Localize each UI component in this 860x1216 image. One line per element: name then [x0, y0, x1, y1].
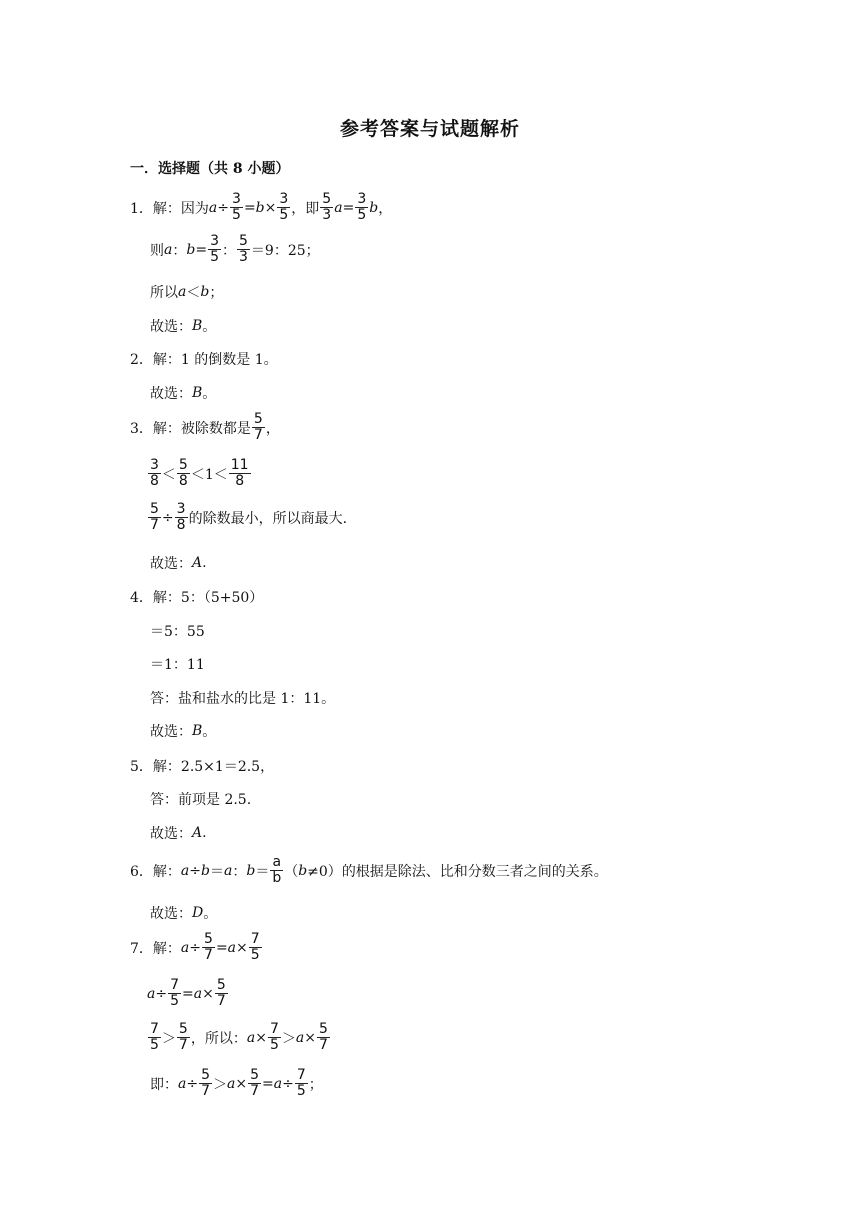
- denominator: 8: [176, 517, 186, 533]
- times-sign: ×: [236, 939, 248, 956]
- period: 。: [202, 386, 217, 402]
- numerator: 7: [250, 931, 260, 947]
- q6-answer: [150, 903, 217, 923]
- q4-line4: [150, 688, 335, 708]
- q4-step3: ＝1：11: [150, 657, 205, 673]
- fraction-3-5: [277, 192, 290, 223]
- fraction-3-5: [208, 234, 221, 265]
- var-a: a: [180, 862, 190, 879]
- period: .: [202, 555, 207, 571]
- numerator: 3: [150, 457, 159, 473]
- var-b: b: [298, 862, 308, 879]
- times-sign: ×: [235, 1075, 248, 1092]
- equals-sign: =: [262, 1075, 274, 1092]
- numerator: 7: [150, 1021, 159, 1037]
- answer-label: 故选：: [150, 556, 192, 572]
- q2-answer: [150, 383, 216, 403]
- q4-number: 4．: [130, 590, 153, 606]
- equals-sign: =: [182, 985, 194, 1002]
- numerator: 3: [210, 233, 219, 249]
- var-a: a: [227, 1075, 236, 1092]
- numerator: 5: [204, 931, 213, 947]
- semicolon: ；: [308, 1076, 323, 1093]
- var-b: b: [186, 241, 196, 258]
- divide-sign: ÷: [217, 199, 230, 216]
- section-heading: 一．选择题（共 8 小题）: [130, 161, 290, 177]
- equals-sign: =: [342, 199, 355, 216]
- q4-answer: [150, 721, 216, 741]
- q7-number: 7．: [130, 940, 153, 957]
- numerator: 7: [170, 977, 180, 993]
- q3-tail: 的除数最小，所以商最大.: [188, 510, 348, 527]
- numerator: 5: [201, 1067, 211, 1083]
- denominator: 3: [238, 249, 248, 265]
- q2-text: 解：1 的倒数是 1。: [152, 352, 278, 368]
- divide-sign: ÷: [189, 862, 202, 879]
- period: 。: [202, 319, 217, 335]
- answer-label: 故选：: [150, 724, 192, 740]
- numerator: 5: [322, 191, 332, 207]
- fraction-5-7: [215, 978, 228, 1009]
- q7-ji: 即：: [150, 1076, 178, 1093]
- q1-line1: [130, 192, 392, 223]
- q7-line2: [147, 978, 229, 1009]
- less-than-sign: ＜: [186, 285, 201, 301]
- numerator: 5: [216, 977, 226, 993]
- fraction-7-5: [168, 978, 181, 1009]
- var-a: a: [147, 985, 156, 1002]
- numerator: 5: [238, 233, 248, 249]
- q1-then: 则: [150, 242, 164, 259]
- times-sign: ×: [264, 199, 277, 216]
- q1-line2: [150, 234, 320, 265]
- q1-ratio-result: ＝9：25；: [250, 242, 320, 259]
- semicolon: ；: [209, 285, 224, 301]
- fraction-3-8: [175, 502, 188, 533]
- fraction-a-b: [270, 855, 283, 886]
- var-a: a: [193, 985, 203, 1002]
- fraction-3-5: [355, 192, 368, 223]
- denominator: 7: [150, 517, 159, 533]
- numerator: 5: [250, 1067, 260, 1083]
- denominator: 7: [250, 1083, 260, 1099]
- fraction-5-7: [199, 1068, 212, 1099]
- denominator: 5: [170, 993, 180, 1009]
- q7-line1: [130, 932, 263, 963]
- var-a: a: [178, 1075, 187, 1092]
- q3-line1: [130, 412, 280, 443]
- numerator: 5: [253, 411, 263, 427]
- var-a: a: [164, 241, 173, 258]
- numerator: 3: [232, 191, 241, 207]
- numerator: 7: [269, 1021, 279, 1037]
- numerator: 5: [318, 1021, 328, 1037]
- q6-number: 6．: [130, 863, 153, 880]
- q4-step2: ＝5：55: [150, 624, 205, 640]
- q3-number: 3．: [130, 420, 153, 437]
- fraction-7-5: [268, 1022, 281, 1053]
- fraction-5-7: [317, 1022, 330, 1053]
- var-b: b: [369, 199, 379, 216]
- q1-answer: [150, 316, 216, 336]
- q7-intro: 解：: [152, 940, 181, 957]
- numerator: 3: [279, 191, 289, 207]
- var-b: b: [200, 284, 210, 300]
- var-a: a: [246, 1029, 256, 1046]
- q2-number: 2．: [130, 352, 153, 368]
- fraction-5-7: [252, 412, 265, 443]
- q1-so: 所以: [150, 285, 178, 301]
- comma: ，: [265, 420, 280, 437]
- less-than-sign: ＜: [161, 466, 176, 483]
- numerator: 7: [296, 1067, 306, 1083]
- inequality: ＜1＜: [190, 466, 228, 483]
- fraction-11-8: [229, 458, 251, 489]
- q6-tail: 的根据是除法、比和分数三者之间的关系。: [341, 863, 608, 880]
- q4-conclusion: 答：盐和盐水的比是 1：11。: [150, 691, 336, 707]
- greater-than-sign: ＞: [281, 1030, 296, 1047]
- var-a: a: [295, 1029, 305, 1046]
- greater-than-sign: ＞: [213, 1076, 228, 1093]
- q4-line1: [130, 587, 263, 607]
- var-b: b: [246, 862, 256, 879]
- denominator: 5: [357, 207, 367, 223]
- var-a: a: [178, 284, 187, 300]
- answer-choice: B: [192, 318, 203, 334]
- var-a: a: [223, 862, 233, 879]
- denominator: 5: [296, 1083, 306, 1099]
- var-a: a: [273, 1075, 283, 1092]
- divide-sign: ÷: [155, 985, 168, 1002]
- greater-than-sign: ＞: [161, 1030, 176, 1047]
- period: 。: [202, 724, 217, 740]
- denominator: 8: [235, 473, 245, 489]
- times-sign: ×: [255, 1029, 267, 1046]
- divide-sign: ÷: [282, 1075, 294, 1092]
- denominator: 7: [204, 947, 213, 963]
- q7-line4: [150, 1068, 323, 1099]
- q5-answer: [150, 823, 207, 843]
- answer-label: 故选：: [150, 319, 192, 335]
- q5-line1: [130, 756, 274, 776]
- fraction-5-8: [177, 458, 190, 489]
- q4-line2: [150, 621, 205, 641]
- q1-line3: [150, 282, 223, 302]
- denominator: 5: [210, 249, 219, 265]
- answer-label: 故选：: [150, 906, 192, 922]
- denominator: 7: [216, 993, 226, 1009]
- fraction-7-5: [295, 1068, 308, 1099]
- q1-intro: 解：因为: [152, 200, 209, 217]
- denominator: 5: [150, 1037, 159, 1053]
- divide-sign: ÷: [186, 1075, 199, 1092]
- q1-comma: ，即: [291, 200, 320, 217]
- equals-sign: =: [243, 199, 256, 216]
- q5-number: 5．: [130, 759, 153, 775]
- numerator: 5: [178, 1021, 188, 1037]
- fraction-5-3: [320, 192, 333, 223]
- equals-sign: ＝: [255, 863, 270, 880]
- numerator: 3: [176, 501, 186, 517]
- colon: ：: [221, 242, 236, 259]
- answer-choice: D: [192, 905, 204, 921]
- q5-line2: [150, 789, 251, 809]
- numerator: a: [272, 854, 282, 870]
- answer-label: 故选：: [150, 386, 192, 402]
- answer-choice: A: [192, 825, 203, 841]
- fraction-5-7: [177, 1022, 190, 1053]
- answer-choice: A: [192, 555, 203, 571]
- answer-label: 故选：: [150, 826, 192, 842]
- paren-open: （: [284, 863, 299, 880]
- q3-intro: 解：被除数都是: [152, 420, 251, 437]
- var-a: a: [208, 199, 218, 216]
- page-title: 参考答案与试题解析: [339, 118, 520, 140]
- divide-sign: ÷: [161, 509, 174, 526]
- q1-end: ，: [378, 200, 393, 217]
- q5-conclusion: 答：前项是 2.5.: [150, 792, 252, 808]
- numerator: 11: [230, 457, 249, 473]
- var-b: b: [201, 862, 210, 879]
- period: .: [202, 825, 207, 841]
- var-b: b: [255, 199, 265, 216]
- fraction-5-7: [202, 932, 215, 963]
- var-a: a: [334, 199, 343, 216]
- denominator: 3: [322, 207, 332, 223]
- times-sign: ×: [202, 985, 214, 1002]
- equals-sign: =: [195, 241, 208, 258]
- q5-step1: 解：2.5×1＝2.5，: [152, 759, 275, 775]
- numerator: 5: [150, 501, 159, 517]
- period: 。: [203, 906, 218, 922]
- q4-step1: 解：5：（5+50）: [152, 590, 264, 606]
- fraction-7-5: [249, 932, 262, 963]
- numerator: 3: [357, 191, 367, 207]
- fraction-3-5: [230, 192, 243, 223]
- fraction-5-3: [237, 234, 250, 265]
- denominator: 5: [232, 207, 241, 223]
- q6-intro: 解：: [152, 863, 181, 880]
- fraction-3-8: [148, 458, 161, 489]
- denominator: 8: [178, 473, 188, 489]
- denominator: 8: [150, 473, 159, 489]
- var-a: a: [180, 939, 190, 956]
- q7-so: ，所以：: [190, 1030, 247, 1047]
- fraction-5-7: [148, 502, 161, 533]
- denominator: 7: [318, 1037, 328, 1053]
- denominator: 7: [253, 427, 263, 443]
- denominator: 5: [279, 207, 289, 223]
- colon: ：: [172, 242, 187, 259]
- q1-number: 1．: [130, 200, 153, 217]
- answer-choice: B: [192, 723, 203, 739]
- divide-sign: ÷: [189, 939, 202, 956]
- times-sign: ×: [304, 1029, 316, 1046]
- q2-line1: [130, 349, 278, 369]
- q3-answer: [150, 553, 207, 573]
- q4-line3: [150, 654, 205, 674]
- denominator: 5: [269, 1037, 279, 1053]
- numerator: 5: [178, 457, 188, 473]
- answer-choice: B: [192, 385, 203, 401]
- equals-sign: =: [215, 939, 228, 956]
- denominator: 7: [178, 1037, 188, 1053]
- equals-sign: ＝: [209, 863, 224, 880]
- fraction-7-5: [148, 1022, 161, 1053]
- denominator: b: [272, 870, 282, 886]
- q6-line1: [130, 855, 608, 886]
- var-a: a: [227, 939, 237, 956]
- fraction-5-7: [248, 1068, 261, 1099]
- q3-line2: [147, 458, 252, 489]
- q7-line3: [147, 1022, 331, 1053]
- denominator: 5: [250, 947, 260, 963]
- q3-line3: [147, 502, 347, 533]
- colon: ：: [232, 863, 247, 880]
- not-equal-zero: ≠0）: [307, 863, 342, 880]
- denominator: 7: [201, 1083, 211, 1099]
